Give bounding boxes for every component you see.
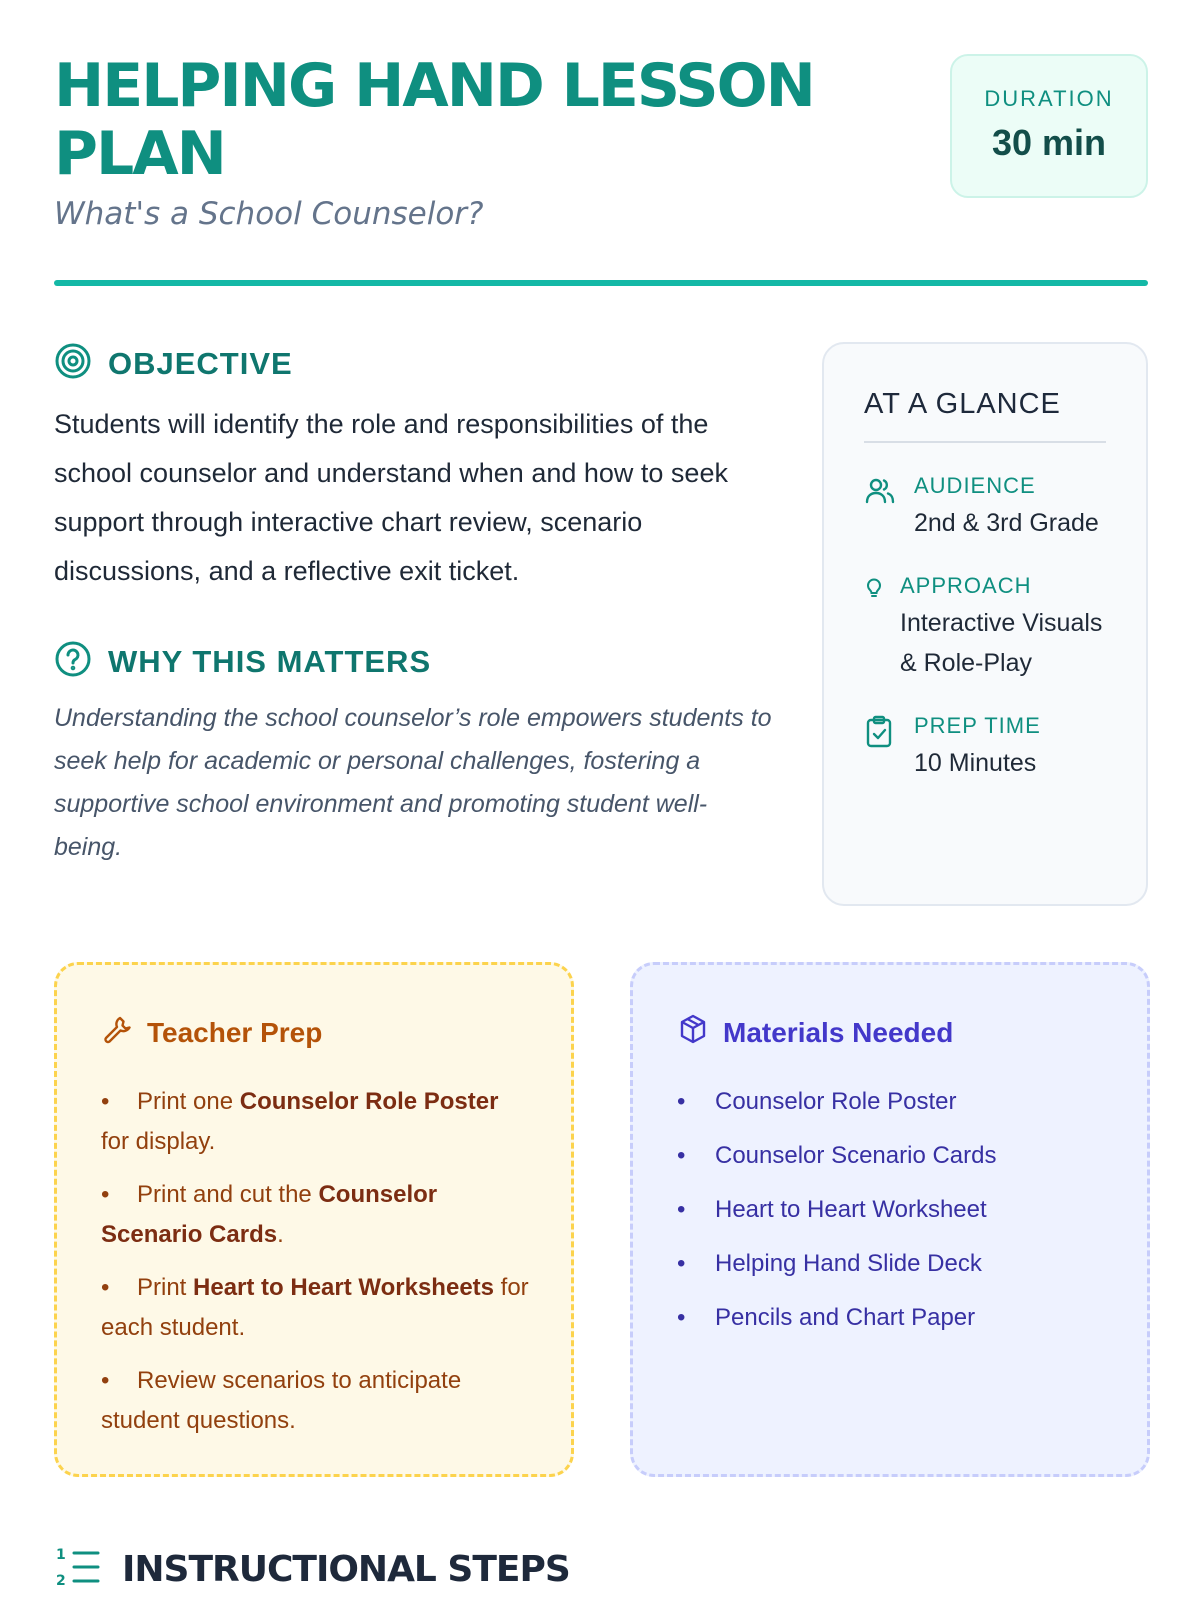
why-heading [54, 640, 431, 683]
glance-label: APPROACH [900, 573, 1032, 598]
lesson-header [54, 52, 1148, 232]
at-a-glance-card [822, 342, 1148, 906]
glance-value: Interactive Visuals & Role-Play [900, 609, 1103, 677]
materials-heading [677, 1013, 1105, 1052]
glance-value: 10 Minutes [914, 749, 1037, 777]
teacher-prep-list [101, 1082, 529, 1441]
list-item: • Heart to Heart Worksheet [677, 1196, 987, 1223]
list-item: • Helping Hand Slide Deck [677, 1250, 982, 1277]
duration-value: 30 min [991, 122, 1107, 163]
objective-text: Students will identify the role and responsibilities of the school counselor and understand when and how to seek support through interactive chart review, scenario discussions, and a reflective exit ticket. [54, 409, 728, 586]
teacher-prep-card [54, 962, 574, 1477]
numbered-list-icon [54, 1545, 100, 1594]
glance-item-approach [864, 573, 1106, 683]
duration-badge [950, 54, 1148, 198]
list-item: • Print Heart to Heart Worksheets for each student. [101, 1274, 529, 1341]
list-item: • Pencils and Chart Paper [677, 1304, 976, 1331]
users-icon [864, 473, 900, 543]
teacher-prep-heading-text: Teacher Prep [147, 1016, 323, 1048]
materials-list [677, 1082, 1105, 1338]
svg-text:2: 2 [56, 1573, 66, 1589]
glance-item-audience [864, 473, 1106, 543]
target-icon [54, 342, 92, 385]
lightbulb-icon [864, 573, 886, 683]
package-icon [677, 1013, 709, 1052]
why-heading-text: WHY THIS MATTERS [108, 643, 432, 679]
help-circle-icon [54, 640, 92, 683]
header-divider [54, 280, 1148, 286]
instructional-steps-heading [54, 1545, 570, 1594]
materials-card [630, 962, 1150, 1477]
wrench-icon [101, 1013, 133, 1052]
list-item: • Print and cut the Counselor Scenario Cards. [101, 1181, 438, 1248]
list-item: • Print one Counselor Role Poster for display. [101, 1088, 499, 1155]
clipboard-check-icon [864, 713, 900, 783]
page-title: HELPING HAND LESSON PLAN [54, 51, 814, 189]
glance-title: AT A GLANCE [864, 388, 1106, 443]
list-item: • Counselor Scenario Cards [677, 1142, 997, 1169]
page-subtitle: What's a School Counselor? [54, 196, 484, 232]
objective-heading [54, 342, 293, 385]
list-item: • Counselor Role Poster [677, 1088, 957, 1115]
svg-text:1: 1 [56, 1547, 66, 1563]
why-text: Understanding the school counselor’s role empowers students to seek help for academic or personal challenges, fostering a supportive school environment and promoting student well-being. [54, 704, 772, 861]
glance-label: PREP TIME [914, 713, 1041, 738]
duration-label: DURATION [984, 86, 1114, 111]
materials-heading-text: Materials Needed [723, 1016, 954, 1048]
teacher-prep-heading [101, 1013, 529, 1052]
glance-item-prep-time [864, 713, 1106, 783]
list-item: • Review scenarios to anticipate student questions. [101, 1367, 462, 1434]
glance-value: 2nd & 3rd Grade [914, 509, 1099, 537]
glance-label: AUDIENCE [914, 473, 1036, 498]
objective-heading-text: OBJECTIVE [108, 345, 293, 381]
instructional-steps-heading-text: INSTRUCTIONAL STEPS [122, 1549, 570, 1590]
